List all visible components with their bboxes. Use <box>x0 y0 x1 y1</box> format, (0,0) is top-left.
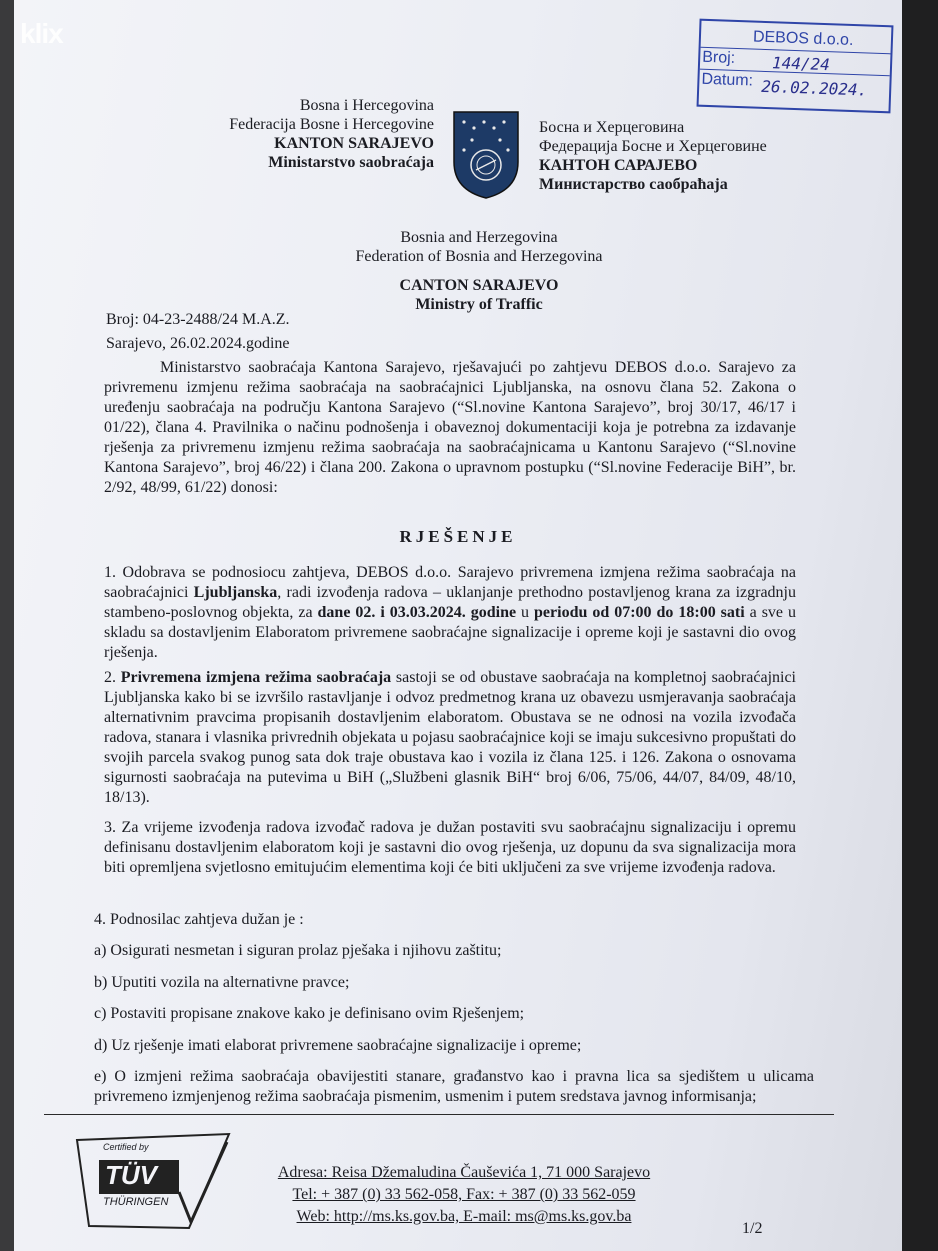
stamp-company: DEBOS d.o.o. <box>752 28 854 50</box>
list-item: c) Postaviti propisane znakove kako je definisano ovim Rješenjem; <box>94 1005 525 1022</box>
intro-paragraph: Ministarstvo saobraćaja Kantona Sarajevo, rješavajući po zahtjevu DEBOS d.o.o. Sarajevo za privremenu izmjenu režima saobraćaja na saobraćajnici Ljubljanska, na osnovu člana 52. Zakona o uređenju saobraćaja na području Kantona Sarajevo (“Sl.novine Kantona Sarajevo”, broj 30/17, 46/17 i 01/22), člana 4. Pravilnika o načinu podnošenja i obaveznoj dokumentaciji koja je potrebna za izdavanje rješenja za privremenu izmjenu režima saobraćaja na saobraćajnicama u Kantonu Sarajevo (“Sl.novine Kantona Sarajevo”, broj 46/22) i člana 200. Zakona o upravnom postupku (“Sl.novine Federacije BiH”, br. 2/92, 48/99, 61/22) donosi: <box>104 359 796 496</box>
tuv-region-text: THÜRINGEN <box>103 1196 169 1208</box>
list-item: d) Uz rješenje imati elaborat privremene saobraćajne signalizacije i opreme; <box>94 1037 582 1054</box>
klix-watermark: klix <box>20 18 63 49</box>
coat-of-arms-icon <box>452 110 520 200</box>
header-line: Bosna i Hercegovina <box>299 97 434 114</box>
stamp-datum-label: Datum: <box>701 70 754 90</box>
tuv-certification-logo <box>69 1132 239 1232</box>
header-line: Federacija Bosne i Hercegovine <box>229 116 434 133</box>
text-run: 1. Odobrava se podnosiocu zahtjeva, DEBOS d.o.o. Sarajevo privremena izmjena režima saobraćaja na saobraćajnici <box>104 564 796 601</box>
header-line: KANTON SARAJEVO <box>274 135 434 152</box>
decision-title: RJEŠENJE <box>399 527 517 546</box>
document-meta <box>106 308 290 356</box>
paragraph-2 <box>104 668 796 808</box>
header-line: Federation of Bosnia and Herzegovina <box>355 248 603 265</box>
header-line: Босна и Херцеговина <box>539 119 685 136</box>
page-number: 1/2 <box>742 1220 763 1237</box>
background-edge <box>902 0 938 1251</box>
text-run: sastoji se od obustave saobraćaja na kompletnoj saobraćajnici Ljubljanska kako bi se izvršilo rastavljanje i odvoz predmetnog krana uz obavezu usmjeravanja saobraćaja alternativnim pravcima propisanih dostavljenim elaboratom. Obustava se ne odnosi na vozila izvođača radova, stanara i vlasnika privrednih objekata u pojasu saobraćajnice koji se imaju sukcesivno propuštati do svojih parcela svakog punog sata dok traje obustava kao i vozila iz člana 125. i 126. Zakona o osnovama sigurnosti saobraćaja na putevima u BiH („Službeni glasnik BiH“ broj 6/06, 75/06, 44/07, 84/09, 48/10, 18/13). <box>104 669 797 806</box>
text-run-bold: dane 02. i 03.03.2024. godine <box>317 604 517 621</box>
header-english <box>314 228 644 314</box>
text-run-bold: Privremena izmjena režima saobraćaja <box>120 669 392 686</box>
header-cyrillic <box>539 118 799 194</box>
footer-phone: Tel: + 387 (0) 33 562-058, Fax: + 387 (0) 33 562-059 <box>292 1186 636 1203</box>
header-line: КАНТОН САРАЈЕВО <box>539 157 698 174</box>
header-line: Bosnia and Herzegovina <box>400 229 558 246</box>
stamp-broj-label: Broj: <box>701 48 736 67</box>
stamp-broj-value: 144/24 <box>771 53 831 75</box>
text-run: , radi izvođenja radova – uklanjanje prethodno postavljenog krana za izgradnju stambeno-poslovnog objekta, za <box>104 584 796 621</box>
list-item: e) O izmjeni režima saobraćaja obavijestiti stanare, građanstvo kao i pravna lica sa sjedištem u ulicama privremeno izmjenjenog režima saobraćaja pismenim, usmenim i putem sredstava javnog informisanja; <box>94 1068 814 1105</box>
header-line: Ministarstvo saobraćaja <box>268 154 434 171</box>
tuv-certified-text: Certified by <box>103 1142 149 1152</box>
header-line: Ministry of Traffic <box>415 296 543 313</box>
received-stamp <box>697 19 894 114</box>
paragraph-3: 3. Za vrijeme izvođenja radova izvođač radova je dužan postaviti svu saobraćajnu signalizaciju i opremu definisanu dostavljenim elaboratom koji je sastavni dio ovog rješenja, uz dopunu da sva signalizacija mora biti opremljena svjetlosno emitujućim elementima koji će biti uključeni za sve vrijeme izvođenja radova. <box>104 819 796 876</box>
footer-address: Adresa: Reisa Džemaludina Čauševića 1, 71 000 Sarajevo <box>277 1164 651 1181</box>
header-latin <box>214 96 434 172</box>
header-line: CANTON SARAJEVO <box>399 277 559 294</box>
document-number: Broj: 04-23-2488/24 M.A.Z. <box>106 311 290 328</box>
text-run-bold: periodu od 07:00 do 18:00 sati <box>534 604 745 621</box>
document-page <box>14 0 902 1251</box>
tuv-brand-text: TÜV <box>105 1160 157 1190</box>
footer-divider <box>44 1114 834 1115</box>
paragraph-4-title: 4. Podnosilac zahtjeva dužan je : <box>94 911 304 928</box>
header-line: Федерација Босне и Херцеговине <box>539 138 767 155</box>
text-run: u <box>516 604 535 621</box>
footer-web: Web: http://ms.ks.gov.ba, E-mail: ms@ms.ks.gov.ba <box>296 1208 632 1225</box>
paragraph-1 <box>104 563 796 663</box>
list-item: b) Uputiti vozila na alternativne pravce; <box>94 974 350 991</box>
document-date: Sarajevo, 26.02.2024.godine <box>106 335 290 352</box>
header-line: Министарство саобраћаја <box>539 176 728 193</box>
stamp-datum-value: 26.02.2024. <box>760 76 868 100</box>
text-run-bold: Ljubljanska <box>193 584 278 601</box>
list-item: a) Osigurati nesmetan i siguran prolaz pješaka i njihovu zaštitu; <box>94 942 502 959</box>
text-run: a sve u skladu sa dostavljenim Elaboratom privremene saobraćajne signalizacije i opreme koji je sastavni dio ovog rješenja. <box>104 604 797 661</box>
text-run: 2. <box>104 669 121 686</box>
